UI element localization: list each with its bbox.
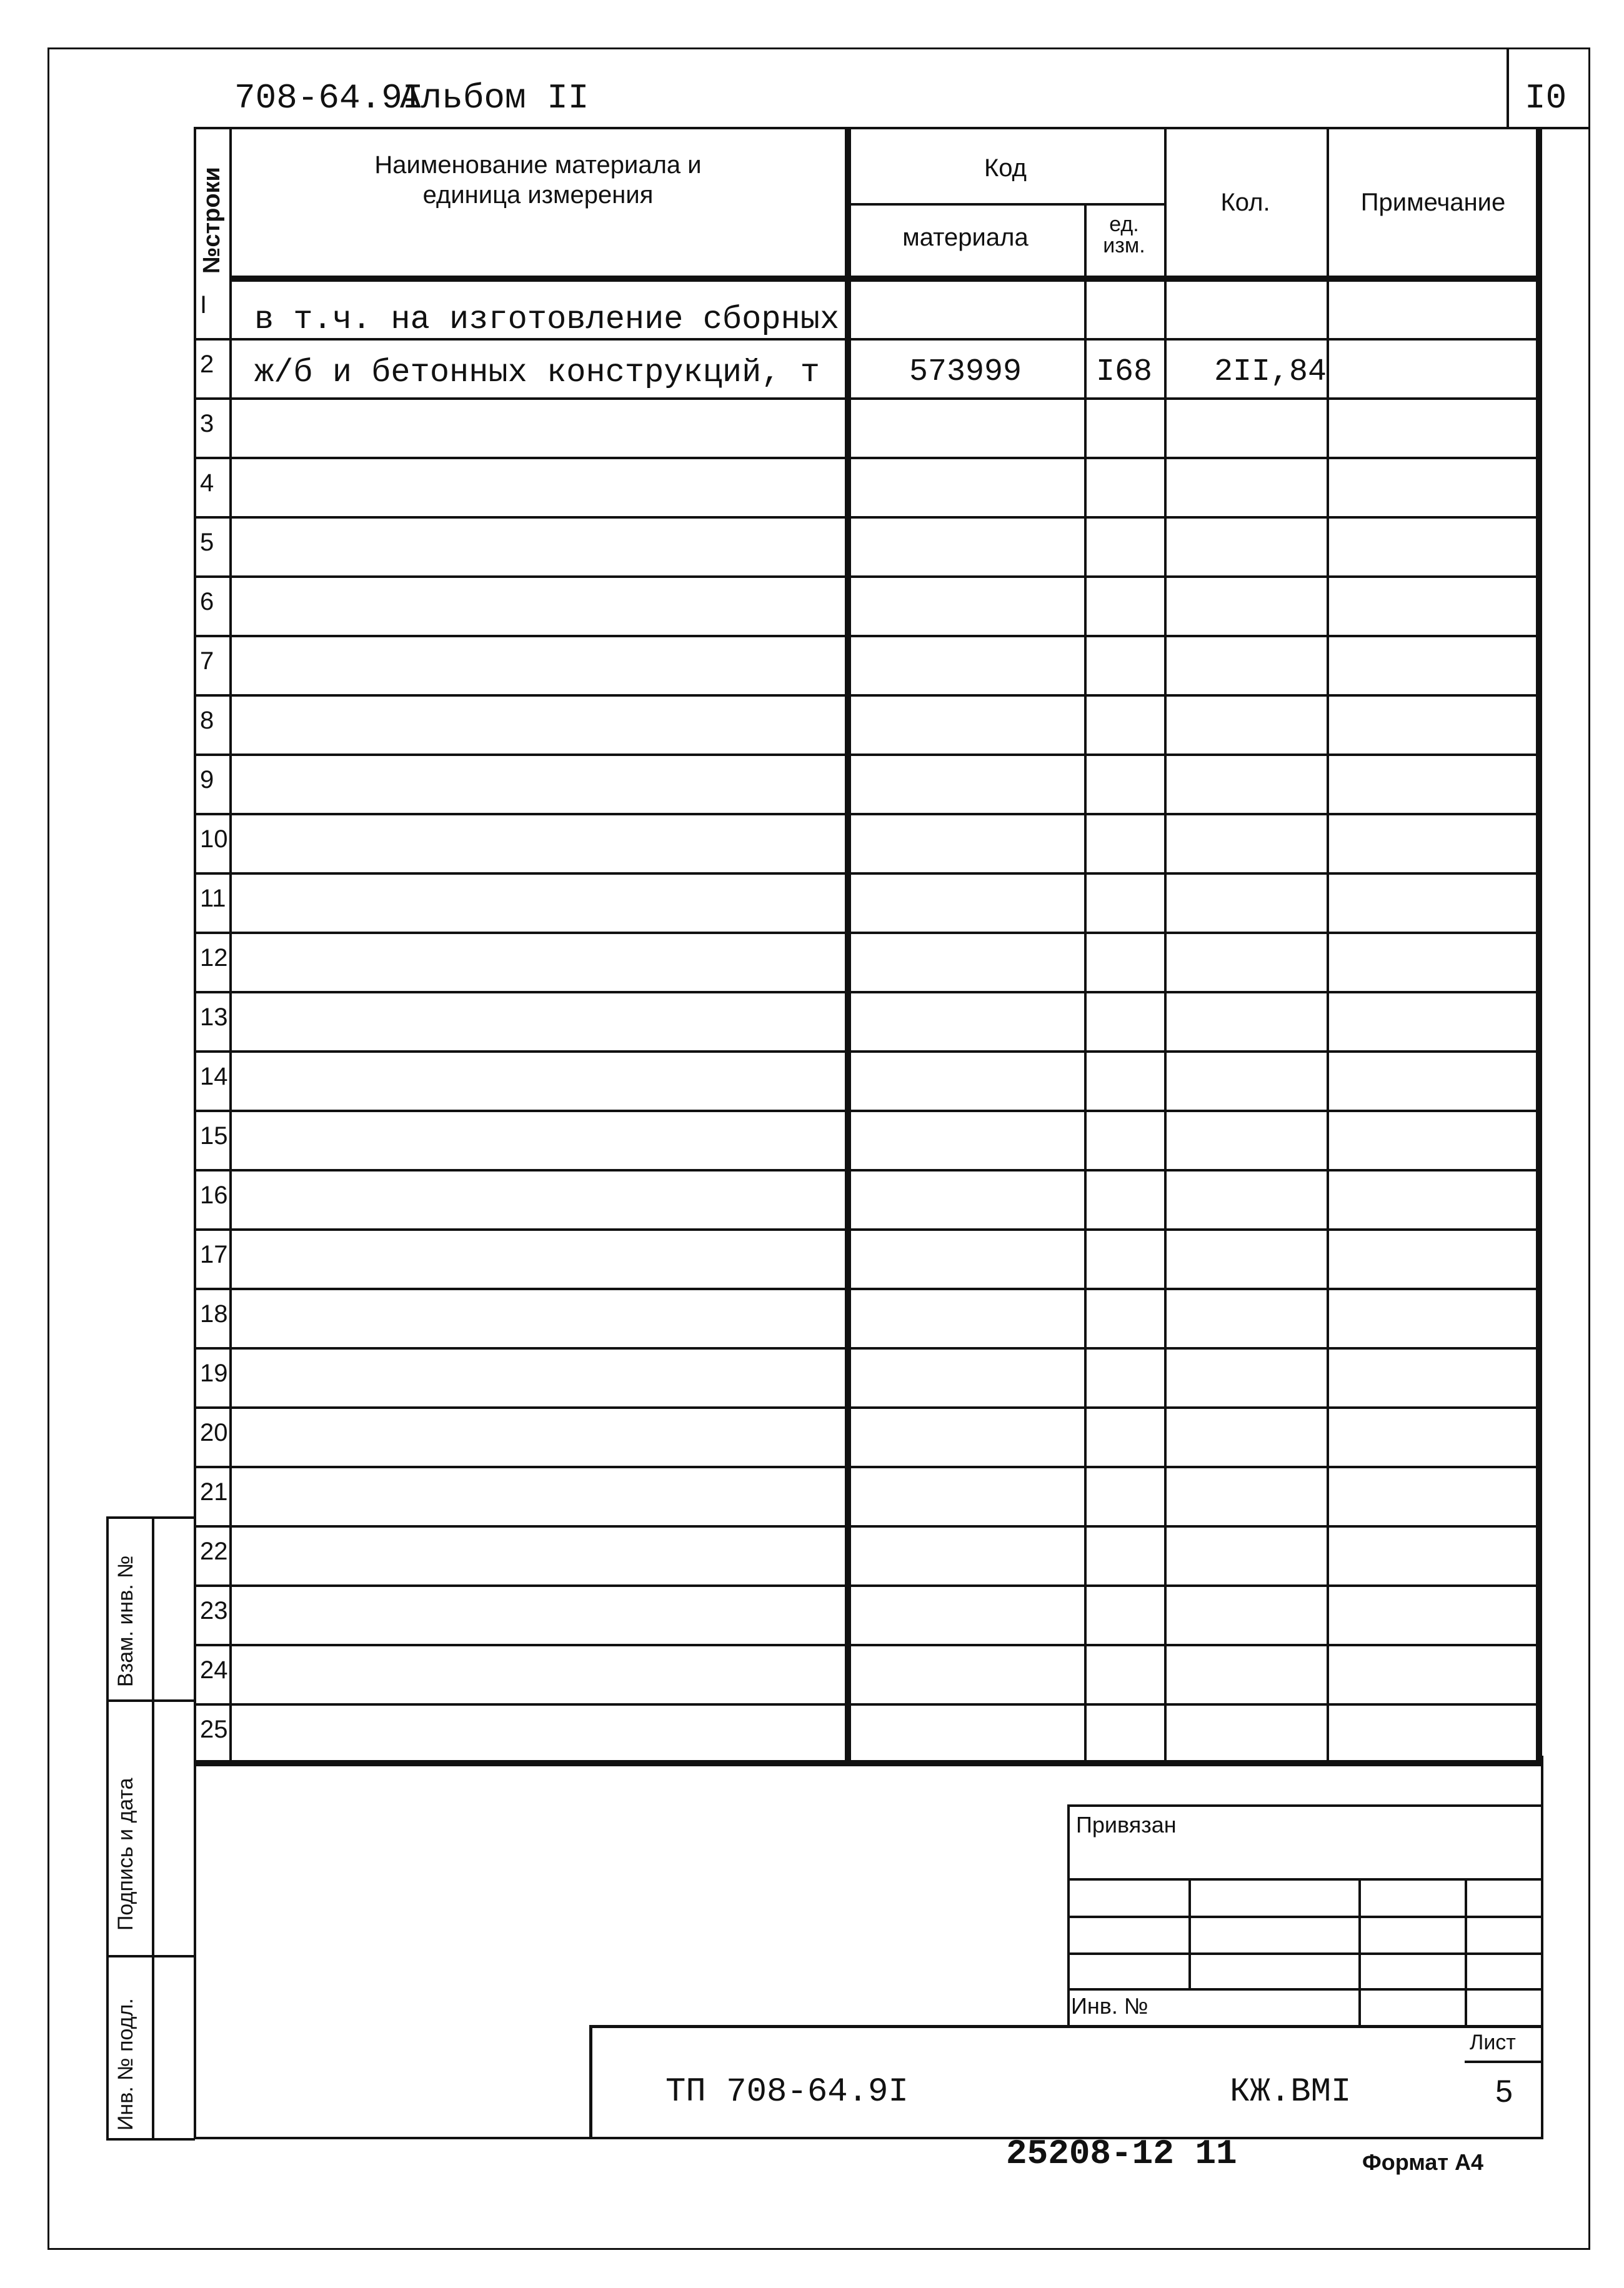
row-number: 8 xyxy=(200,707,214,734)
col-header-code: Код xyxy=(984,154,1027,182)
inv-no-label: Инв. № xyxy=(1071,1993,1148,2019)
row-number: 19 xyxy=(200,1360,228,1387)
list-label: Лист xyxy=(1470,2031,1516,2054)
cell-name: ж/б и бетонных конструкций, т xyxy=(254,354,820,391)
table-row xyxy=(194,1050,1540,1053)
table-row xyxy=(194,1466,1540,1468)
table-row xyxy=(194,1110,1540,1112)
row-number: 9 xyxy=(200,766,214,793)
col-header-name: Наименование материала и единица измерения xyxy=(374,151,702,209)
table-row xyxy=(194,635,1540,637)
table-left-border xyxy=(194,127,196,2012)
doc-mark: КЖ.ВМI xyxy=(1230,2073,1352,2111)
row-number: I xyxy=(200,291,207,319)
col-divider xyxy=(1327,127,1329,1763)
row-number: 2 xyxy=(200,351,214,378)
table-row xyxy=(194,932,1540,934)
col-header-code-unit: ед. изм. xyxy=(1103,212,1145,257)
header-bottom xyxy=(229,276,1540,282)
table-row xyxy=(194,754,1540,756)
col-header-qty: Кол. xyxy=(1220,189,1270,216)
table-row xyxy=(194,813,1540,815)
row-number: 4 xyxy=(200,469,214,497)
row-number: 24 xyxy=(200,1656,228,1684)
table-row xyxy=(194,1525,1540,1528)
archive-number: 25208-12 11 xyxy=(1006,2134,1237,2174)
row-number: 6 xyxy=(200,588,214,615)
header-split xyxy=(847,203,1164,206)
row-number: 20 xyxy=(200,1419,228,1446)
table-row xyxy=(194,1288,1540,1290)
col-header-row-no: №строки xyxy=(199,167,225,274)
row-number: 3 xyxy=(200,410,214,437)
table-row xyxy=(194,338,1540,341)
table-row xyxy=(194,991,1540,993)
table-row xyxy=(194,1169,1540,1171)
page-number: I0 xyxy=(1525,78,1567,118)
row-number: 15 xyxy=(200,1122,228,1150)
row-number: 17 xyxy=(200,1241,228,1268)
table-right-border xyxy=(1536,127,1542,1766)
col-header-note: Примечание xyxy=(1360,189,1506,216)
row-number: 14 xyxy=(200,1063,228,1090)
table-row xyxy=(194,1760,1540,1766)
col-divider xyxy=(229,127,232,1763)
format-label: Формат А4 xyxy=(1362,2149,1484,2175)
podpis-data-label: Подпись и дата xyxy=(114,1778,137,1931)
table-row xyxy=(194,1228,1540,1231)
row-number: 7 xyxy=(200,647,214,675)
doc-code: 708-64.9I xyxy=(234,78,424,118)
row-number: 11 xyxy=(200,885,226,912)
row-number: 21 xyxy=(200,1478,228,1506)
cell-name: в т.ч. на изготовление сборных xyxy=(254,301,840,338)
table-row xyxy=(194,516,1540,519)
col-divider xyxy=(1084,203,1087,1763)
table-row xyxy=(194,1347,1540,1350)
vzam-inv-label: Взам. инв. № xyxy=(114,1555,137,1687)
table-row xyxy=(194,872,1540,875)
doc-title: ТП 708-64.9I xyxy=(665,2073,909,2111)
row-number: 23 xyxy=(200,1597,228,1624)
cell-code: 573999 xyxy=(909,354,1022,390)
row-number: 16 xyxy=(200,1181,228,1209)
table-row xyxy=(194,1584,1540,1587)
privyazan-label: Привязан xyxy=(1076,1812,1177,1838)
table-row xyxy=(194,397,1540,400)
row-number: 13 xyxy=(200,1003,228,1031)
row-number: 10 xyxy=(200,825,228,853)
table-row xyxy=(194,1703,1540,1706)
cell-qty: 2II,84 xyxy=(1213,354,1327,390)
table-row xyxy=(194,457,1540,459)
row-number: 12 xyxy=(200,944,228,972)
table-row xyxy=(194,575,1540,578)
row-number: 18 xyxy=(200,1300,228,1328)
cell-unit: I68 xyxy=(1095,354,1152,390)
col-header-code-material: материала xyxy=(902,224,1029,251)
album-label: Альбом II xyxy=(400,78,589,118)
row-number: 22 xyxy=(200,1538,228,1565)
table-row xyxy=(194,1644,1540,1646)
row-number: 25 xyxy=(200,1716,228,1743)
inv-podl-label: Инв. № подл. xyxy=(114,1998,137,2131)
sheet-number: 5 xyxy=(1495,2074,1513,2109)
table-row xyxy=(194,1406,1540,1409)
table-row xyxy=(194,694,1540,697)
row-number: 5 xyxy=(200,529,214,556)
